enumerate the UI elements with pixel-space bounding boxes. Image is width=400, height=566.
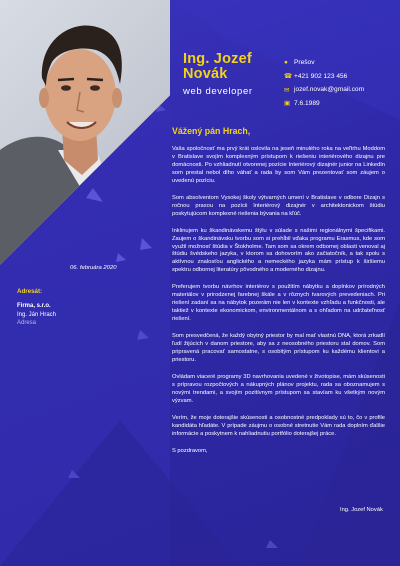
contact-email[interactable] [284,83,364,97]
recipient-company: Firma, s.r.o. [17,303,51,309]
recipient-place: Adresa [17,320,37,327]
contact-list [284,56,364,110]
letter-body [172,146,385,465]
letter-salutation: Vážený pán Hrach, [172,126,251,136]
letter-paragraph: Som presvedčená, že každý obytný priestor by mal mať vlastnú DNA, ktorá zrkadlí ľudí žijúcich v danom priestore, aby sa z neosobného priestoru stal domov. Som pripravená pracovať samostatne, s osobitým prístupom ku každému klientovi a priestoru. [172,333,385,363]
letter-paragraph: Preferujem tvorbu návrhov interiérov s použitím nábytku a doplnkov prírodných materiálov v prirodzenej farebnej škále a v rôznych tvarových prevedeniach. Pri riešení zadaní sa na nábytok pozerám nie len v kontexte vzhľadu a funkčnosti, ale taktiež v kontexte ekonomickom, environmentálnom a s ohľadom na udržateľnosť riešení. [172,284,385,323]
contact-location [284,56,364,70]
contact-email-text[interactable]: jozef.novak@gmail.com [294,86,365,94]
decor-triangle [266,540,278,548]
applicant-role: web developer [183,86,253,97]
applicant-name [183,52,252,82]
applicant-name-line2: Novák [183,66,228,82]
contact-phone [284,70,364,84]
recipient-person: Ing. Ján Hrach [17,311,57,318]
contact-birthdate [284,97,364,111]
letter-paragraph: Inklinujem ku škandinávskemu štýlu v súlade s našimi regionálnymi špecifikami. Zaujem o škandinávsku tvorbu som si prehĺbil vďaka programu Erasmus, kde som využil možnosť štúdia v Štokholme. Tam som sa okrem odbornej oblasti venoval aj štúdiu švédskeho jazyka, v ktorom sa dohovorím ako začiatočník, a tak spolu s aktívnou znalosťou anglického a nemeckého jazyka mám prístup k širšiemu spektru odbornej literatúry pôvodného a moderného dizajnu. [172,227,385,274]
phone-icon: ☎ [284,73,293,81]
contact-phone-text: +421 902 123 456 [294,72,348,80]
recipient-title: Adresát: [17,288,43,295]
contact-birthdate-text: 7.6.1989 [294,99,320,107]
recipient-address [17,302,56,328]
letter-closing: S pozdravom, [172,447,208,454]
location-pin-icon: ● [284,59,288,67]
letter-signature: Ing. Jozef Novák [340,507,383,513]
portrait-photo [0,0,170,265]
email-icon: ✉ [284,86,290,94]
calendar-icon: ▣ [284,100,291,108]
letter-date: 06. februára 2020 [70,265,117,271]
letter-paragraph: Vaša spoločnosť ma prvý krát oslovila na jeseň minulého roka na veľtrhu Moddom v Bratislave svojím komplexným prístupom k riešeniu interiérového dizajnu pre domácnosti. Po vzhliadnutí otvorenej pozície Interiérový dizajnér junior na LinkedIn som prestal nebol dlho váhať a rada by som Vám prezentovať som záujem o uvedenú pozíciu. [172,146,385,184]
contact-location-text: Prešov [294,59,315,67]
letter-paragraph: Som absolventom Vysokej školy výtvarných umení v Bratislave v odbore Dizajn s ročnou praxou na pozícii Interiérový dizajnér v architektonickom štúdiu poskytujúcom komplexné riešenia bývania na kľúč. [172,194,385,217]
letter-paragraph: Verím, že moje doterajšie skúsenosti a osobnostné predpoklady sú to, čo v profile kandidáta hľadáte. V prípade záujmu o osobné stretnutie Vám rada doplním ďalšie informácie a poskytnem k nahliadnutiu portfólio doterajšej práce. [172,414,385,437]
portrait-figure [0,0,170,265]
applicant-name-line1: Ing. Jozef [183,51,252,67]
letter-paragraph: Ovládam viaceré programy 3D navrhovania uvedené v životopise, mám skúsenosti s prípravou rozpočtových a nákupných plánov projektu, rada sa oboznamujem s novými trendami, a svojím pozitívnym prístupom sa stavíam ku všetkým novým výzvam. [172,373,385,404]
